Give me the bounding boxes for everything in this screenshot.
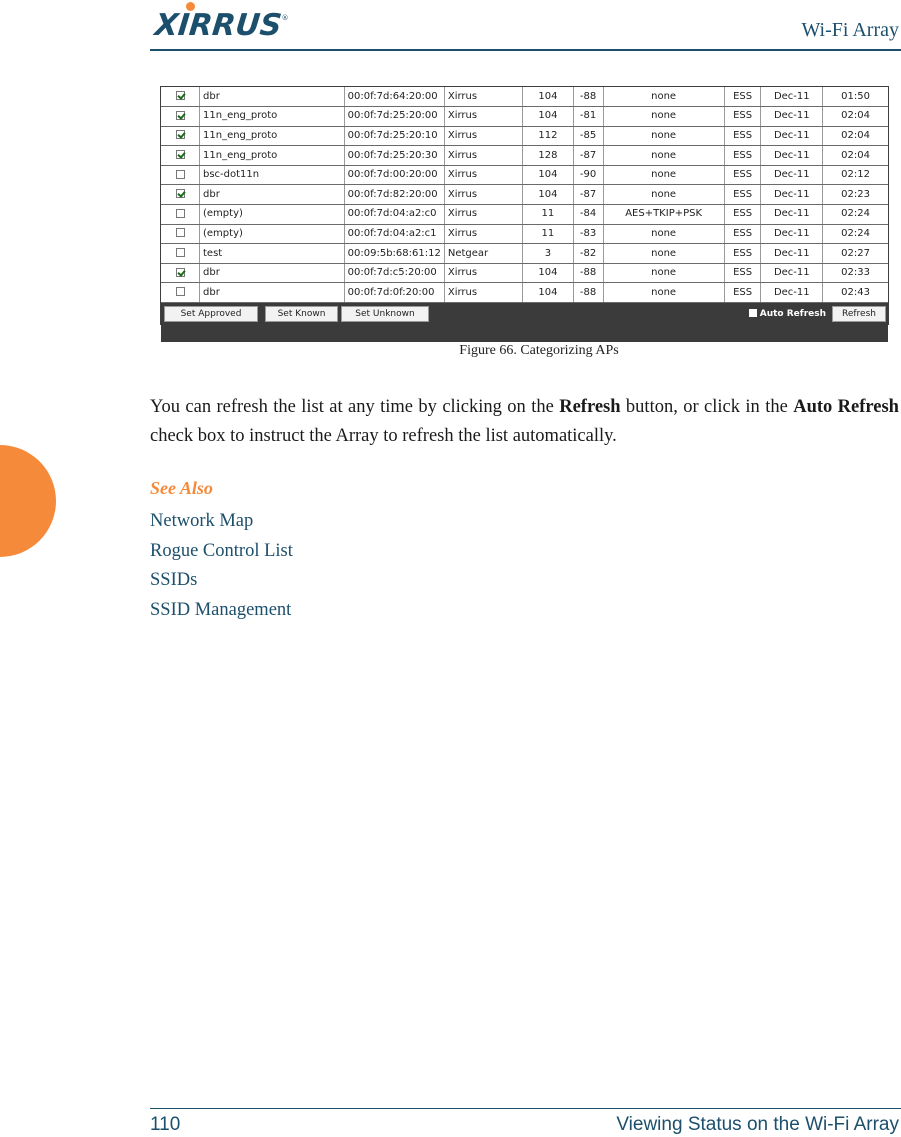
- rssi-cell: -85: [573, 126, 603, 146]
- select-cell: [161, 165, 200, 185]
- set-known-button[interactable]: Set Known: [265, 306, 338, 322]
- channel-cell: 104: [523, 87, 573, 107]
- table-row: [161, 87, 888, 107]
- type-cell: ESS: [724, 205, 761, 225]
- para-bold-refresh: Refresh: [559, 397, 621, 417]
- refresh-button[interactable]: Refresh: [832, 306, 886, 322]
- row-checkbox[interactable]: [176, 228, 185, 237]
- ssid-cell: 11n_eng_proto: [200, 126, 345, 146]
- row-checkbox[interactable]: [176, 287, 185, 296]
- chapter-tab-marker: [0, 445, 56, 557]
- rssi-cell: -88: [573, 263, 603, 283]
- auto-refresh-label: Auto Refresh: [759, 309, 826, 320]
- time-cell: 02:04: [823, 146, 888, 166]
- select-cell: [161, 146, 200, 166]
- date-cell: Dec-11: [761, 185, 823, 205]
- type-cell: ESS: [724, 283, 761, 303]
- date-cell: Dec-11: [761, 244, 823, 264]
- mac-cell: 00:0f:7d:0f:20:00: [344, 283, 444, 303]
- ap-table: [161, 87, 888, 303]
- para-text-1: You can refresh the list at any time by clicking on the: [150, 397, 560, 417]
- select-cell: [161, 263, 200, 283]
- table-row: [161, 126, 888, 146]
- time-cell: 02:04: [823, 126, 888, 146]
- type-cell: ESS: [724, 165, 761, 185]
- link-network-map[interactable]: Network Map: [150, 511, 254, 531]
- ssid-cell: dbr: [200, 283, 345, 303]
- date-cell: Dec-11: [761, 224, 823, 244]
- page-number: 110: [150, 1114, 181, 1135]
- ssid-cell: 11n_eng_proto: [200, 107, 345, 127]
- time-cell: 02:33: [823, 263, 888, 283]
- mac-cell: 00:0f:7d:64:20:00: [344, 87, 444, 107]
- select-cell: [161, 224, 200, 244]
- type-cell: ESS: [724, 146, 761, 166]
- figure-caption: Figure 66. Categorizing APs: [459, 343, 619, 358]
- table-row: [161, 107, 888, 127]
- select-cell: [161, 126, 200, 146]
- encryption-cell: none: [603, 224, 724, 244]
- ap-table-body: [161, 87, 888, 303]
- manufacturer-cell: Xirrus: [444, 87, 522, 107]
- encryption-cell: AES+TKIP+PSK: [603, 205, 724, 225]
- time-cell: 01:50: [823, 87, 888, 107]
- select-cell: [161, 205, 200, 225]
- manufacturer-cell: Xirrus: [444, 107, 522, 127]
- encryption-cell: none: [603, 185, 724, 205]
- header-title: Wi-Fi Array: [801, 19, 899, 41]
- ssid-cell: (empty): [200, 224, 345, 244]
- footer-divider: [150, 1108, 901, 1109]
- mac-cell: 00:0f:7d:25:20:00: [344, 107, 444, 127]
- manufacturer-cell: Xirrus: [444, 283, 522, 303]
- ssid-cell: dbr: [200, 87, 345, 107]
- figure-toolbar: [161, 303, 888, 342]
- time-cell: 02:12: [823, 165, 888, 185]
- channel-cell: 104: [523, 107, 573, 127]
- rssi-cell: -82: [573, 244, 603, 264]
- link-ssids[interactable]: SSIDs: [150, 570, 198, 590]
- date-cell: Dec-11: [761, 283, 823, 303]
- channel-cell: 104: [523, 185, 573, 205]
- table-row: [161, 165, 888, 185]
- row-checkbox[interactable]: [176, 111, 185, 120]
- mac-cell: 00:0f:7d:82:20:00: [344, 185, 444, 205]
- mac-cell: 00:0f:7d:04:a2:c1: [344, 224, 444, 244]
- date-cell: Dec-11: [761, 107, 823, 127]
- encryption-cell: none: [603, 87, 724, 107]
- time-cell: 02:04: [823, 107, 888, 127]
- see-also-heading: See Also: [150, 478, 213, 498]
- row-checkbox[interactable]: [176, 130, 185, 139]
- table-row: [161, 224, 888, 244]
- encryption-cell: none: [603, 283, 724, 303]
- auto-refresh-checkbox[interactable]: [749, 308, 826, 320]
- table-row: [161, 185, 888, 205]
- link-rogue-control-list[interactable]: Rogue Control List: [150, 540, 293, 561]
- table-row: [161, 205, 888, 225]
- channel-cell: 11: [523, 224, 573, 244]
- type-cell: ESS: [724, 224, 761, 244]
- channel-cell: 3: [523, 244, 573, 264]
- body-paragraph: [150, 393, 899, 451]
- time-cell: 02:43: [823, 283, 888, 303]
- date-cell: Dec-11: [761, 126, 823, 146]
- manufacturer-cell: Xirrus: [444, 185, 522, 205]
- row-checkbox[interactable]: [176, 91, 185, 100]
- type-cell: ESS: [724, 185, 761, 205]
- select-cell: [161, 283, 200, 303]
- ssid-cell: test: [200, 244, 345, 264]
- encryption-cell: none: [603, 126, 724, 146]
- ssid-cell: dbr: [200, 263, 345, 283]
- row-checkbox[interactable]: [176, 189, 185, 198]
- rssi-cell: -88: [573, 283, 603, 303]
- xirrus-logo: [155, 8, 288, 42]
- mac-cell: 00:0f:7d:25:20:30: [344, 146, 444, 166]
- table-row: [161, 244, 888, 264]
- time-cell: 02:27: [823, 244, 888, 264]
- rssi-cell: -87: [573, 185, 603, 205]
- channel-cell: 112: [523, 126, 573, 146]
- type-cell: ESS: [724, 87, 761, 107]
- channel-cell: 104: [523, 165, 573, 185]
- encryption-cell: none: [603, 107, 724, 127]
- para-text-3: check box to instruct the Array to refresh the list automatically.: [150, 426, 617, 446]
- para-bold-auto-refresh: Auto Refresh: [793, 397, 899, 417]
- date-cell: Dec-11: [761, 165, 823, 185]
- header-divider: [150, 49, 901, 51]
- channel-cell: 11: [523, 205, 573, 225]
- row-checkbox[interactable]: [176, 170, 185, 179]
- manufacturer-cell: Netgear: [444, 244, 522, 264]
- select-cell: [161, 244, 200, 264]
- table-row: [161, 263, 888, 283]
- table-row: [161, 146, 888, 166]
- time-cell: 02:24: [823, 205, 888, 225]
- channel-cell: 128: [523, 146, 573, 166]
- date-cell: Dec-11: [761, 205, 823, 225]
- row-checkbox[interactable]: [176, 248, 185, 257]
- mac-cell: 00:0f:7d:04:a2:c0: [344, 205, 444, 225]
- date-cell: Dec-11: [761, 146, 823, 166]
- date-cell: Dec-11: [761, 87, 823, 107]
- mac-cell: 00:0f:7d:25:20:10: [344, 126, 444, 146]
- manufacturer-cell: Xirrus: [444, 205, 522, 225]
- ssid-cell: (empty): [200, 205, 345, 225]
- set-unknown-button[interactable]: Set Unknown: [341, 306, 429, 322]
- channel-cell: 104: [523, 283, 573, 303]
- ssid-cell: 11n_eng_proto: [200, 146, 345, 166]
- encryption-cell: none: [603, 165, 724, 185]
- type-cell: ESS: [724, 107, 761, 127]
- rssi-cell: -88: [573, 87, 603, 107]
- para-text-2: button, or click in the: [620, 397, 794, 417]
- select-cell: [161, 107, 200, 127]
- manufacturer-cell: Xirrus: [444, 224, 522, 244]
- see-also-links: [150, 507, 293, 625]
- manufacturer-cell: Xirrus: [444, 126, 522, 146]
- figure-categorizing-aps: [160, 86, 889, 325]
- mac-cell: 00:09:5b:68:61:12: [344, 244, 444, 264]
- channel-cell: 104: [523, 263, 573, 283]
- rssi-cell: -83: [573, 224, 603, 244]
- manufacturer-cell: Xirrus: [444, 263, 522, 283]
- ssid-cell: dbr: [200, 185, 345, 205]
- mac-cell: 00:0f:7d:00:20:00: [344, 165, 444, 185]
- logo-text: XIRRUS: [153, 8, 284, 43]
- set-approved-button[interactable]: Set Approved: [164, 306, 258, 322]
- select-cell: [161, 185, 200, 205]
- type-cell: ESS: [724, 126, 761, 146]
- table-row: [161, 283, 888, 303]
- auto-refresh-box-icon: [749, 309, 757, 317]
- link-ssid-management[interactable]: SSID Management: [150, 599, 292, 620]
- encryption-cell: none: [603, 146, 724, 166]
- encryption-cell: none: [603, 244, 724, 264]
- rssi-cell: -87: [573, 146, 603, 166]
- date-cell: Dec-11: [761, 263, 823, 283]
- rssi-cell: -90: [573, 165, 603, 185]
- select-cell: [161, 87, 200, 107]
- type-cell: ESS: [724, 263, 761, 283]
- time-cell: 02:23: [823, 185, 888, 205]
- time-cell: 02:24: [823, 224, 888, 244]
- manufacturer-cell: Xirrus: [444, 146, 522, 166]
- footer-section-title: Viewing Status on the Wi-Fi Array: [616, 1114, 899, 1135]
- rssi-cell: -81: [573, 107, 603, 127]
- row-checkbox[interactable]: [176, 150, 185, 159]
- row-checkbox[interactable]: [176, 268, 185, 277]
- mac-cell: 00:0f:7d:c5:20:00: [344, 263, 444, 283]
- encryption-cell: none: [603, 263, 724, 283]
- logo-registered-mark: ®: [281, 14, 289, 22]
- type-cell: ESS: [724, 244, 761, 264]
- manufacturer-cell: Xirrus: [444, 165, 522, 185]
- ssid-cell: bsc-dot11n: [200, 165, 345, 185]
- rssi-cell: -84: [573, 205, 603, 225]
- row-checkbox[interactable]: [176, 209, 185, 218]
